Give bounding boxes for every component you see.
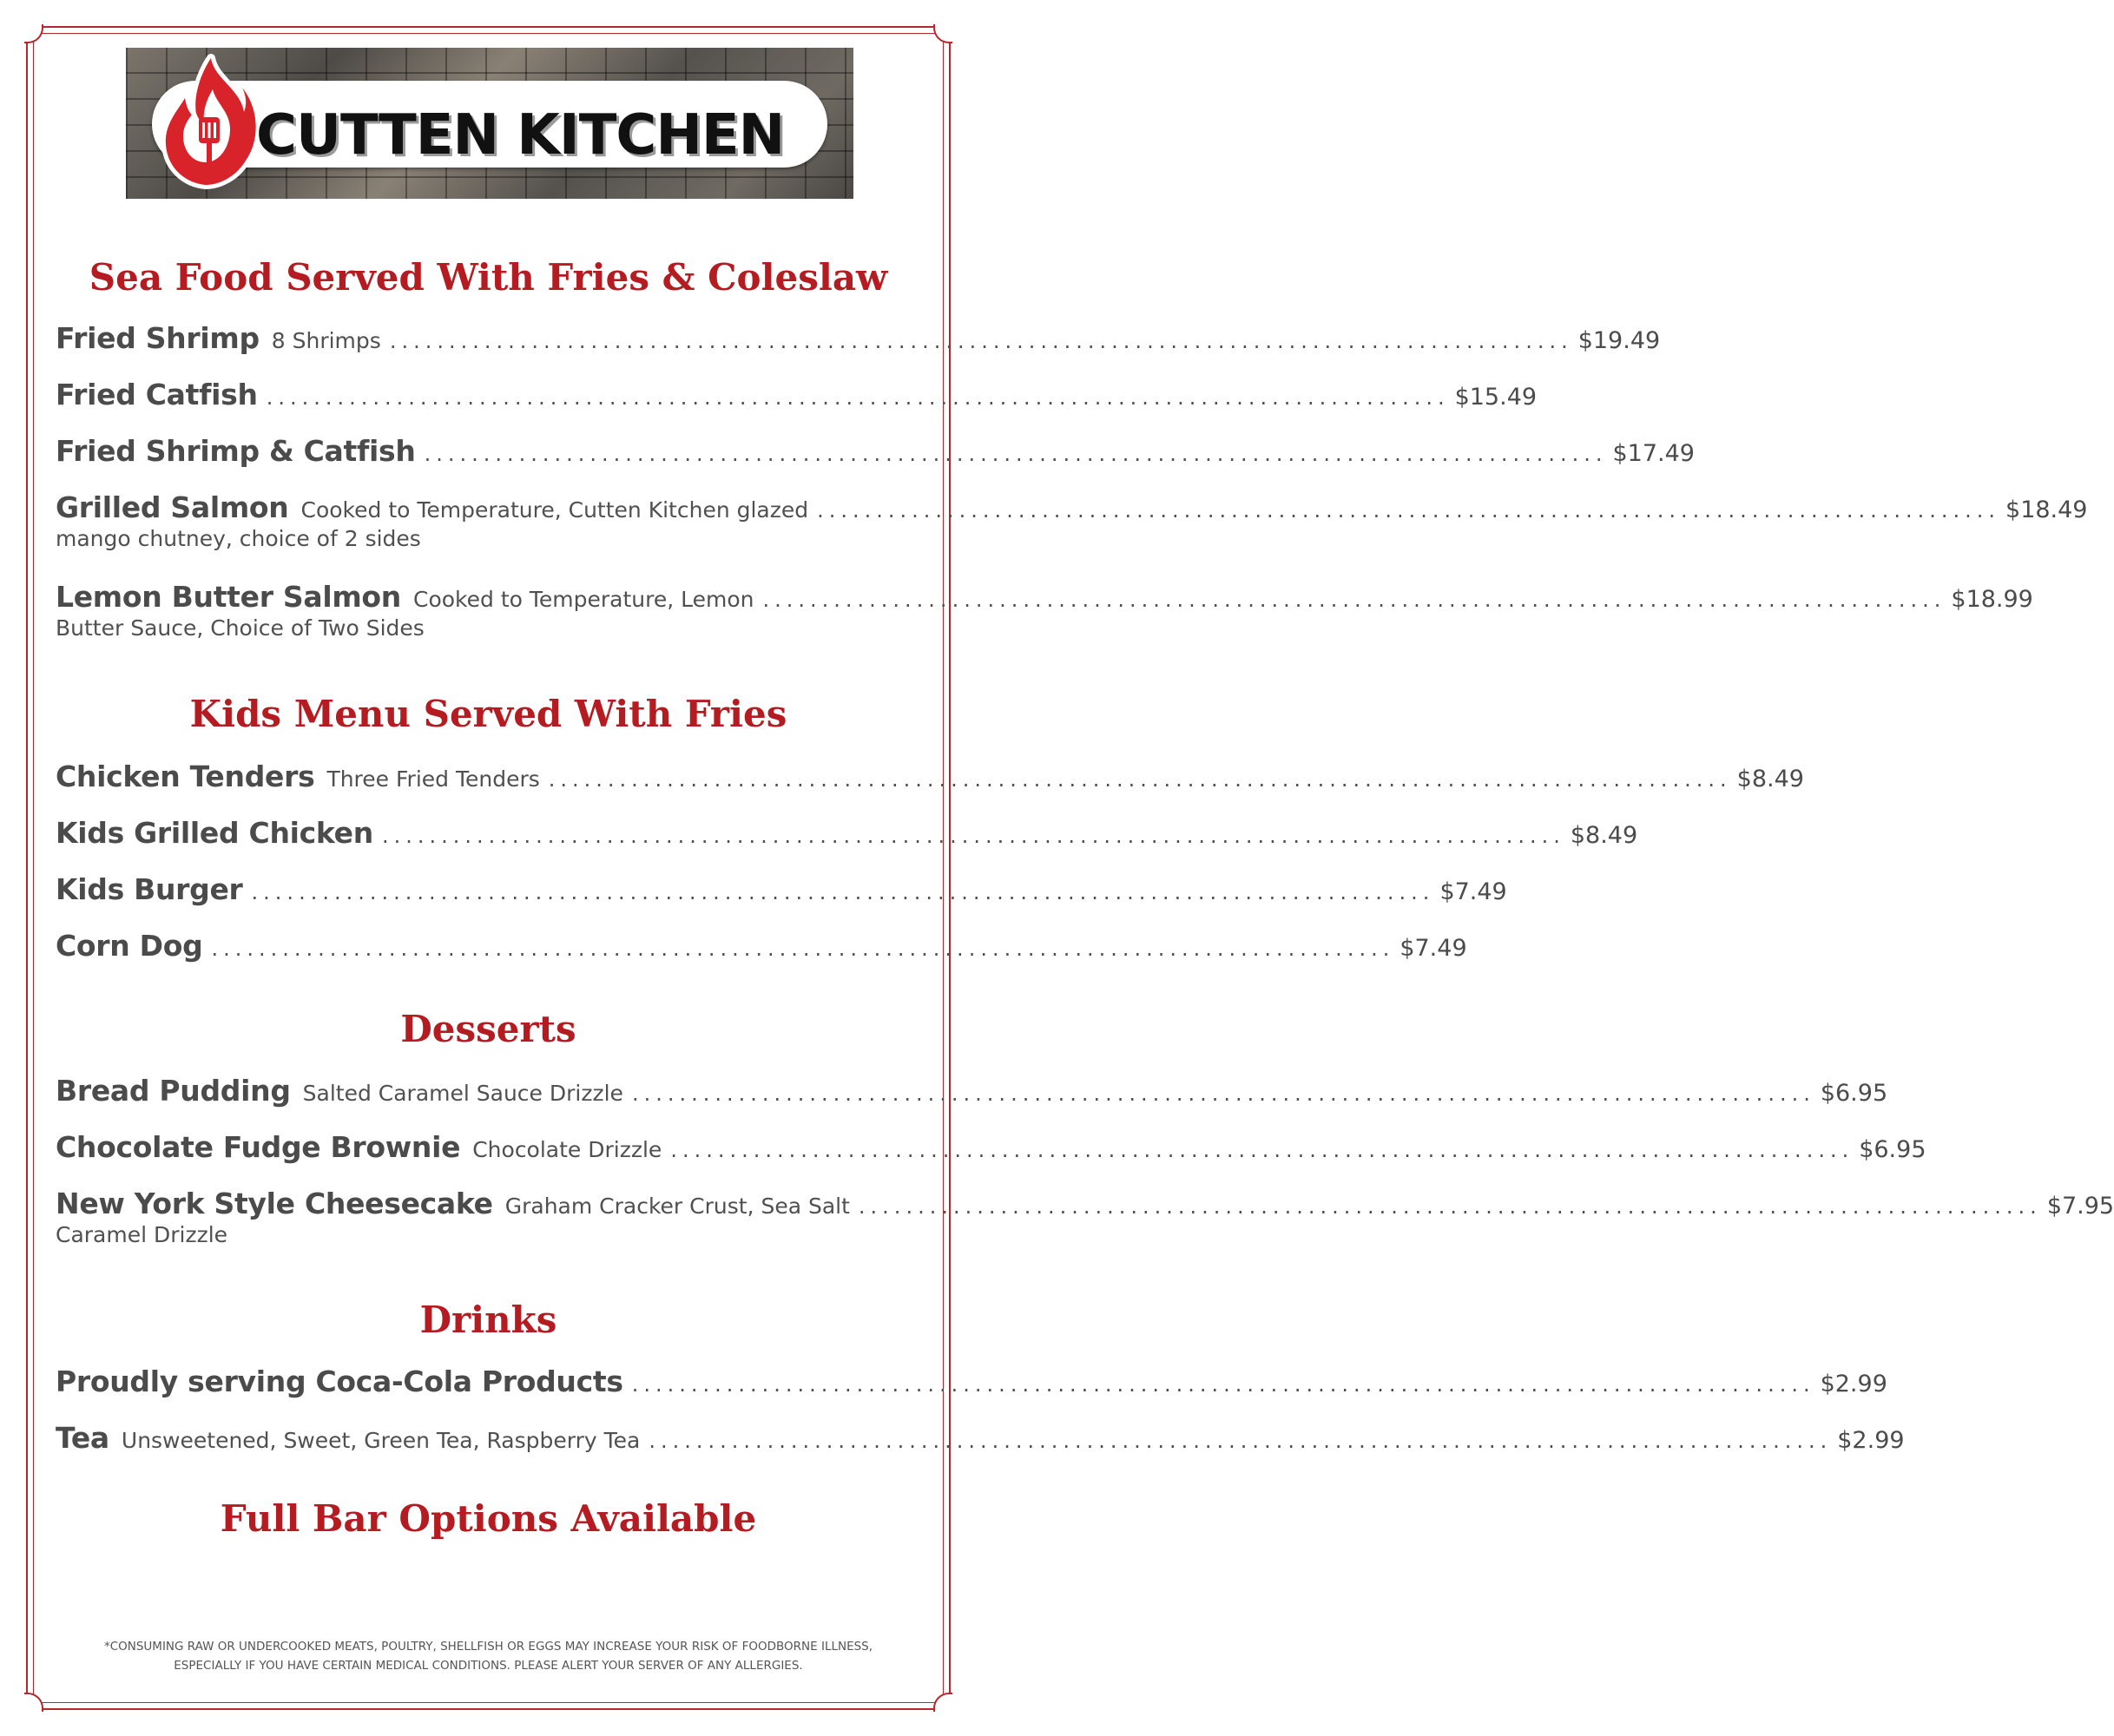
item-name: Chicken Tenders [56, 760, 315, 793]
section-title-kids: Kids Menu Served With Fries [189, 693, 787, 735]
menu-item [56, 434, 1695, 468]
menu-item [56, 1364, 1887, 1398]
item-name: Tea [56, 1421, 109, 1455]
allergy-disclaimer [69, 1637, 907, 1675]
dot-leader: .................................................................................................... [631, 1082, 1815, 1106]
item-name: Lemon Butter Salmon [56, 580, 401, 614]
item-description: Cooked to Temperature, Cutten Kitchen glazed [300, 497, 809, 523]
menu-item [56, 929, 1467, 963]
dot-leader: .................................................................................................... [548, 767, 1732, 792]
item-description: Chocolate Drizzle [472, 1137, 662, 1162]
item-name: Corn Dog [56, 929, 203, 963]
item-name: Fried Shrimp [56, 321, 260, 355]
dot-leader: .................................................................................................... [762, 588, 1946, 612]
dot-leader: .................................................................................................... [631, 1372, 1815, 1397]
menu-item [56, 760, 1804, 793]
item-description-cont: Caramel Drizzle [56, 1222, 228, 1247]
menu-item [56, 580, 2033, 641]
item-name: New York Style Cheesecake [56, 1187, 493, 1220]
item-price: $18.99 [1951, 586, 2033, 613]
item-description: Three Fried Tenders [326, 766, 540, 792]
item-price: $19.49 [1577, 327, 1661, 354]
item-price: $17.49 [1612, 440, 1695, 467]
dot-leader: .................................................................................................... [858, 1194, 2042, 1219]
item-price: $8.49 [1570, 822, 1638, 849]
disclaimer-line: ESPECIALLY IF YOU HAVE CERTAIN MEDICAL CONDITIONS. PLEASE ALERT YOUR SERVER OF ANY ALLERGIES. [174, 1659, 803, 1673]
item-price: $18.49 [2005, 496, 2088, 523]
dot-leader: .................................................................................................... [389, 329, 1573, 353]
menu-item [56, 816, 1638, 850]
item-name: Chocolate Fudge Brownie [56, 1130, 461, 1164]
full-bar-heading: Full Bar Options Available [220, 1497, 757, 1540]
item-name: Kids Burger [56, 872, 243, 906]
section-title-drinks: Drinks [419, 1299, 557, 1341]
dot-leader: .................................................................................................... [670, 1138, 1854, 1162]
section-title-seafood: Sea Food Served With Fries & Coleslaw [89, 256, 888, 299]
dot-leader: .................................................................................................... [424, 442, 1608, 466]
item-price: $2.99 [1820, 1371, 1887, 1397]
logo-banner [126, 48, 853, 199]
item-name: Bread Pudding [56, 1074, 291, 1108]
dot-leader: .................................................................................................... [817, 498, 2001, 523]
item-name: Kids Grilled Chicken [56, 816, 373, 850]
menu-item [56, 1074, 1888, 1108]
dot-leader: .................................................................................................... [251, 880, 1435, 904]
item-price: $8.49 [1736, 766, 1804, 792]
item-name: Fried Shrimp & Catfish [56, 434, 416, 468]
item-description: Cooked to Temperature, Lemon [413, 587, 754, 612]
item-price: $7.49 [1439, 878, 1507, 905]
item-price: $6.95 [1820, 1080, 1888, 1107]
item-description-cont: mango chutney, choice of 2 sides [56, 526, 421, 551]
item-description-cont: Butter Sauce, Choice of Two Sides [56, 615, 425, 641]
item-name: Proudly serving Coca-Cola Products [56, 1364, 623, 1398]
section-title-desserts: Desserts [400, 1008, 576, 1050]
menu-item [56, 872, 1507, 906]
brand-logo-text: CUTTEN KITCHEN [256, 103, 785, 168]
dot-leader: .................................................................................................... [211, 937, 1395, 961]
item-description: Salted Caramel Sauce Drizzle [302, 1081, 623, 1106]
dot-leader: .................................................................................................... [649, 1429, 1833, 1453]
item-name: Grilled Salmon [56, 490, 289, 524]
item-description: Graham Cracker Crust, Sea Salt [504, 1194, 850, 1219]
menu-item [56, 321, 1661, 355]
item-price: $15.49 [1454, 384, 1538, 411]
menu-item [56, 1187, 2114, 1247]
item-price: $7.95 [2046, 1193, 2114, 1220]
item-price: $7.49 [1399, 935, 1467, 962]
dot-leader: .................................................................................................... [266, 385, 1450, 410]
item-description: Unsweetened, Sweet, Green Tea, Raspberry Tea [121, 1428, 641, 1453]
item-price: $2.99 [1837, 1427, 1905, 1454]
item-description: 8 Shrimps [271, 328, 381, 353]
disclaimer-line: *CONSUMING RAW OR UNDERCOOKED MEATS, POULTRY, SHELLFISH OR EGGS MAY INCREASE YOUR RISK OF FOODBORNE ILLNESS, [103, 1640, 873, 1654]
menu-item [56, 490, 2088, 551]
flame-spatula-icon [161, 55, 260, 194]
dot-leader: .................................................................................................... [381, 824, 1565, 848]
menu-item [56, 1421, 1905, 1455]
menu-item [56, 1130, 1926, 1164]
item-name: Fried Catfish [56, 378, 258, 411]
item-price: $6.95 [1859, 1136, 1926, 1163]
menu-item [56, 378, 1538, 411]
